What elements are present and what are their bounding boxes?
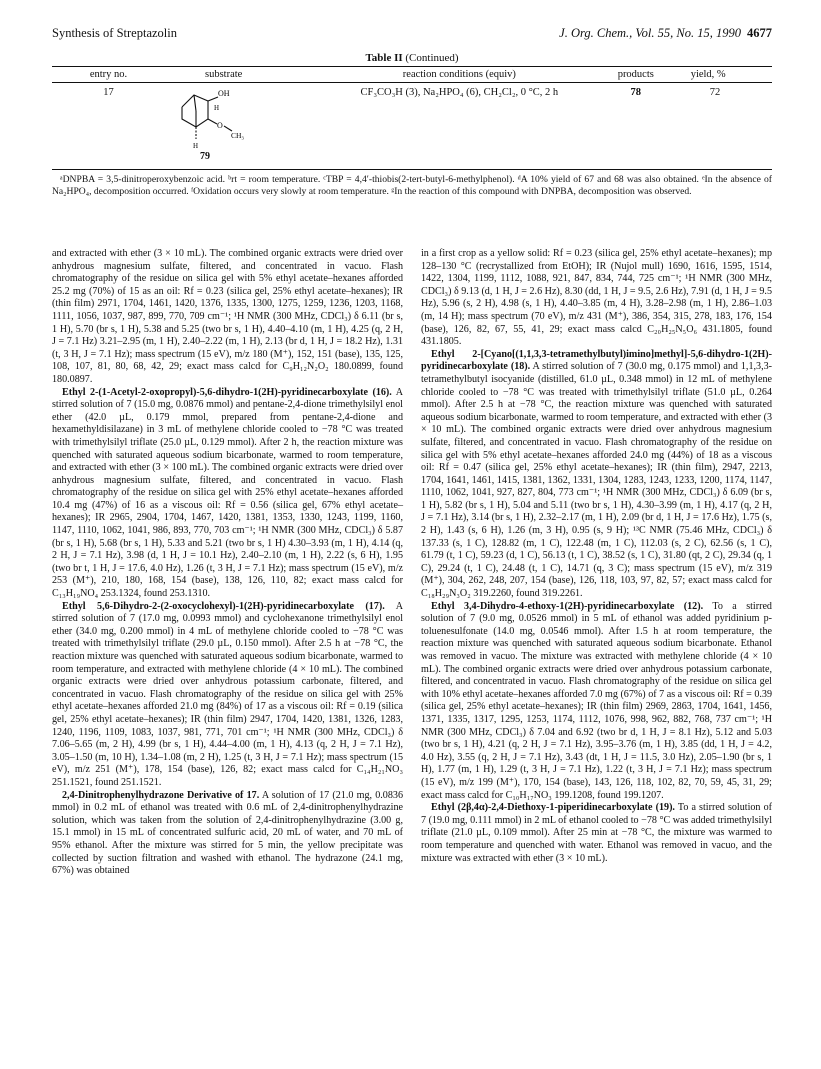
running-header — [52, 26, 772, 44]
paragraph-body: A solution of 17 (21.0 mg, 0.0836 mmol) in 0.2 mL of ethanol was treated with 0.6 mL of 2,4-dinitrophenylhydrazine solution, which was taken from the solution of 2,4-dinitrophenylhydrazine (3.00 g, 15.1 mmol) in 15 mL of concentrated sulfuric acid, 20 mL of water, and 70 mL of 95% ethanol. After the mixture was stirred for 5 min, the yellow precipitate was collected by suction filtration and washed with ethanol. The hydrazone (24.1 mg, 67%) was obtained — [52, 789, 403, 877]
journal-citation: J. Org. Chem., Vol. 55, No. 15, 1990 — [559, 26, 741, 40]
label-o: O — [217, 121, 223, 130]
right-column — [421, 248, 772, 878]
col-entry: entry no. — [52, 67, 165, 83]
paragraph — [52, 790, 403, 878]
compound-heading: Ethyl (2β,4α)-2,4-Diethoxy-1-piperidinecarboxylate (19). — [431, 802, 675, 814]
substrate-structure — [168, 87, 332, 165]
compound-heading: Ethyl 2-(1-Acetyl-2-oxopropyl)-5,6-dihydro-1(2H)-pyridinecarboxylate (16). — [62, 386, 392, 398]
paragraph-body: To a stirred solution of 7 (9.0 mg, 0.0526 mmol) in 5 mL of ethanol was added pyridinium p-toluenesulfonate (14.0 mg, 0.0546 mmol). After 1.5 h at room temperature, the reaction mixture was quenched with saturated aqueous sodium bicarbonate. Ethanol was removed in vacuo. The mixture was extracted with methylene chloride (4 × 10 mL). The combined organic extracts were dried over anhydrous potassium carbonate, filtered, and concentrated in vacuo. Flash chromatography of the residue on silica gel with 10% ethyl acetate–hexanes afforded 7.0 mg (67%) of 7 as a viscous oil: Rf = 0.39 (silica gel, 25% ethyl acetate–hexanes); IR (thin film) 2969, 2863, 1704, 1641, 1456, 1371, 1335, 1317, 1295, 1253, 1174, 1112, 1076, 998, 962, 882, 768, 737 cm⁻¹; ¹H NMR (300 MHz, CDCl₃) δ 7.04 and 6.92 (two br d, 1 H, J = 8.1 Hz), 5.12 and 5.03 (two br s, 1 H), 4.21 (q, 2 H, J = 7.1 Hz), 3.95–3.76 (m, 1 H), 3.85 (dd, 1 H, J = 4.2, 4.0 Hz), 3.55 (q, 2 H, J = 7.1 Hz), 3.43 (dt, 1 H, J = 11.5, 3.0 Hz), 2.05–1.90 (br s, 1 H), 1.77 (m, 1 H), 1.29 (t, 3 H, J = 7.1 Hz), 1.22 (t, 3 H, J = 7.1 Hz); mass spectrum (15 eV), m/z 199 (M⁺), 170, 154 (base), 143, 126, 118, 102, 82, 70, 59, 45, 31, 29; exact mass calcd for C₁₀H₁₇NO₃ 199.1208, found 199.1207. — [421, 600, 772, 801]
col-substrate: substrate — [165, 67, 335, 83]
page — [52, 26, 772, 197]
table-header-row — [52, 67, 772, 83]
paragraph-body: A stirred solution of 7 (17.0 mg, 0.0993 mmol) and cyclohexanone trimethylsilyl enol ether (34.0 mg, 0.200 mmol) in 4 mL of methylene chloride cooled to −78 °C was treated with trimethylsilyl triflate (29.0 µL, 0.150 mmol). After 2.5 h at −78 °C, the reaction mixture was quenched with saturated aqueous sodium bicarbonate, warmed to room temperature, and extracted with methylene chloride (4 × 10 mL). The combined organic extracts were dried over anhydrous potassium carbonate, filtered, and concentrated in vacuo. Flash chromatography of the residue on silica gel with 25% ethyl acetate–hexanes afforded 21.0 mg (84%) of 17 as a viscous oil: Rf = 0.19 (silica gel, 25% ethyl acetate–hexanes); IR (thin film) 2947, 1704, 1420, 1381, 1326, 1283, 1240, 1196, 1109, 1083, 1037, 981, 771, 701 cm⁻¹; ¹H NMR (300 MHz, CDCl₃) δ 7.06–5.65 (m, 2 H), 4.99 (br s, 1 H), 4.44–4.00 (m, 1 H), 4.13 (q, 2 H, J = 7.1 Hz), 3.05–1.50 (m, 10 H), 1.34–1.08 (m, 2 H), 1.25 (t, 3 H, J = 7.1 Hz); mass spectrum (15 eV), m/z 251 (M⁺), 178, 154 (base), 126, 82; exact mass calcd for C₁₄H₂₁NO₃ 251.1521, found 251.1521. — [52, 600, 403, 788]
running-title: Synthesis of Streptazolin — [52, 26, 177, 40]
entry-number: 17 — [103, 87, 114, 98]
table-title — [52, 52, 772, 64]
left-column — [52, 248, 403, 878]
paragraph — [421, 802, 772, 865]
paragraph-body: A stirred solution of 7 (15.0 mg, 0.0876 mmol) and pentane-2,4-dione trimethylsilyl enol ether (42.0 µL, 0.179 mmol, prepared from pentane-2,4-dione and hexamethyldisilazane) in 3 mL of methylene chloride cooled to −78 °C was treated with trimethylsilyl triflate (25.0 µL, 0.129 mmol). After 2 h, the reaction mixture was quenched with saturated aqueous sodium bicarbonate, warmed to room temperature, and extracted with ether (3 × 100 mL). The combined organic extracts were dried over anhydrous magnesium sulfate, filtered, and concentrated in vacuo. Flash chromatography of the residue on silica gel with 25% ethyl acetate–hexanes afforded 10.4 mg (47%) of 16 as a viscous oil: Rf = 0.56 (silica gel, 67% ethyl acetate–hexanes); IR 2965, 2904, 1704, 1467, 1420, 1381, 1353, 1330, 1243, 1199, 1160, 1147, 1110, 1062, 1041, 986, 893, 770, 703 cm⁻¹; ¹H NMR (300 MHz, CDCl₃) δ 5.87 (br s, 1 H), 5.68 (br s, 1 H), 5.33 and 5.21 (two br s, 1 H) 4.30–3.93 (m, 1 H), 4.14 (q, 2 H, J = 7.1 Hz), 3.98 (d, 1 H, J = 10.1 Hz), 2.40–2.10 (m, 1 H), 2.22 (s, 6 H), 1.95 (two br t, 1 H, J = 17.6, 4.0 Hz), 1.26 (t, 3 H, J = 7.1 Hz); mass spectrum (15 eV), m/z 253 (M⁺), 210, 180, 168, 154 (base), 138, 126, 110, 82; exact mass calcd for C₁₃H₁₉NO₄ 253.1324, found 253.1310. — [52, 386, 403, 600]
paragraph — [52, 387, 403, 601]
paragraph — [421, 349, 772, 601]
label-h-bottom: H — [193, 142, 199, 150]
table-title-suffix: (Continued) — [405, 52, 459, 64]
label-oh: OH — [218, 89, 230, 98]
paragraph — [52, 601, 403, 790]
compound-heading: 2,4-Dinitrophenylhydrazone Derivative of 17. — [62, 789, 260, 801]
paragraph: and extracted with ether (3 × 10 mL). The combined organic extracts were dried over anhydrous magnesium sulfate, filtered, and concentrated in vacuo. Flash chromatography of the residue on silica gel with 5% ethyl acetate–hexanes afforded 25.2 mg (70%) of 15 as an oil: Rf = 0.23 (silica gel, 25% ethyl acetate–hexanes); IR (thin film) 2971, 1704, 1461, 1420, 1376, 1335, 1300, 1275, 1259, 1236, 1203, 1168, 1111, 1056, 1037, 987, 899, 770, 709 cm⁻¹; ¹H NMR (300 MHz, CDCl₃) δ 6.11 (br s, 1 H), 5.70 (br s, 1 H), 5.38 and 5.25 (two br s, 1 H), 4.40–4.10 (m, 1 H), 4.25 (q, 2 H, J = 7.1 Hz) 3.21–2.95 (m, 1 H), 2.40–2.22 (m, 1 H), 2.13 (br d, 1 H, J = 18.2 Hz), 1.31 (t, 3 H, J = 7.1 Hz); mass spectrum (15 eV), m/z 180 (M⁺), 152, 151 (base), 135, 125, 108, 107, 81, 80, 68, 42, 29; exact mass calcd for C₉H₁₂N₂O₂ 180.0899, found 180.0897. — [52, 248, 403, 385]
product-number: 78 — [630, 87, 642, 98]
compound-heading: Ethyl 3,4-Dihydro-4-ethoxy-1(2H)-pyridinecarboxylate (12). — [431, 600, 704, 612]
col-yield: yield, % — [688, 67, 772, 83]
label-h-top: H — [214, 104, 220, 112]
compound-heading: Ethyl 5,6-Dihydro-2-(2-oxocyclohexyl)-1(2H)-pyridinecarboxylate (17). — [62, 600, 385, 612]
results-table — [52, 66, 772, 165]
table-title-label: Table II — [365, 52, 403, 64]
substrate-cell — [165, 83, 335, 166]
page-number: 4677 — [747, 26, 772, 40]
bond-to-oh — [208, 97, 218, 101]
table-footnotes: ᵃDNPBA = 3,5-dinitroperoxybenzoic acid. ᵇrt = room temperature. ᶜTBP = 4,4′-thiobis(2-tert-butyl-6-methylphenol). ᵈA 10% yield of 67 and 68 was also obtained. ᵉIn the absence of Na₂HPO₄, decomposition occurred. ᶠOxidation occurs very slowly at room temperature. ᵍIn the reaction of this compound with DNPBA, decomposition was observed. — [52, 174, 772, 197]
paragraph-body: A stirred solution of 7 (30.0 mg, 0.175 mmol) and 1,1,3,3-tetramethylbutyl isocyanide (distilled, 61.0 µL, 0.348 mmol) in 12 mL of methylene chloride cooled to −78 °C was treated with trimethylsilyl triflate (51.0 µL, 0.264 mmol). After 2.5 h at −78 °C, the reaction mixture was quenched with saturated aqueous sodium bicarbonate, warmed to room temperature, and extracted with ether (3 × 10 mL). The combined organic extracts were dried over anhydrous magnesium sulfate, filtered, and concentrated in vacuo. Flash chromatography of the residue on silica gel with 5% ethyl acetate–hexanes afforded 24.0 mg (44%) of 18 as a viscous oil: Rf = 0.47 (silica gel, 25% ethyl acetate–hexanes); IR (thin film), 2947, 2213, 1704, 1641, 1461, 1415, 1381, 1362, 1331, 1304, 1283, 1243, 1233, 1200, 1174, 1147, 1110, 1062, 1041, 927, 827, 804, 773 cm⁻¹; ¹H NMR (300 MHz, CDCl₃) δ 6.09 (br s, 1 H), 5.82 (br s, 1 H), 5.04 and 5.11 (two br s, 1 H), 4.30–3.99 (m, 1 H), 4.17 (q, 2 H, J = 7.1 Hz), 3.14 (br s, 1 H), 2.32–2.17 (m, 1 H), 2.09 (br d, 1 H, J = 17.6 Hz), 1.75 (s, 2 H), 1.43 (s, 6 H), 1.26 (m, 3 H), 0.95 (s, 9 H); ¹³C NMR (75.46 MHz, CDCl₃) δ 137.33 (s, 1 C), 128.82 (m, 1 C), 122.48 (m, 1 C), 112.03 (s, 2 C), 62.56 (s, 1 C), 61.79 (t, 1 C), 59.23 (d, 1 C), 56.13 (t, 1 C), 38.52 (s, 1 C), 31.80 (qt, 2 C), 29.34 (q, 1 C), 29.24 (t, 1 C), 24.48 (t, 1 C), 14.71 (q, 3 C); mass spectrum (15 eV), m/z 319 (M⁺), 304, 262, 248, 207, 154 (base), 126, 118, 103, 97, 82, 57; exact mass calcd for C₁₈H₂₉N₃O₂ 319.2260, found 319.2261. — [421, 361, 772, 600]
paragraph: in a first crop as a yellow solid: Rf = 0.23 (silica gel, 25% ethyl acetate–hexanes); mp 128–130 °C (recrystallized from EtOH); IR (Nujol mull) 1690, 1616, 1595, 1514, 1422, 1304, 1199, 1112, 1088, 921, 847, 834, 744, 725 cm⁻¹; ¹H NMR (300 MHz, CDCl₃) δ 9.13 (d, 1 H, J = 2.6 Hz), 8.30 (dd, 1 H, J = 9.5, 2.6 Hz), 7.91 (d, 1 H, J = 9.5 Hz), 5.96 (s, 2 H), 4.98 (s, 1 H), 4.40–3.85 (m, 4 H), 3.28–2.98 (m, 1 H), 2.86–1.03 (m, 14 H); mass spectrum (70 eV), m/z 431 (M⁺), 386, 354, 315, 278, 183, 176, 154 (base), 126, 82, 67, 55, 41, 29; exact mass calcd C₂₀H₂₅N₅O₆ 431.1805, found 431.1805. — [421, 248, 772, 348]
col-conditions: reaction conditions (equiv) — [335, 67, 584, 83]
compound-number: 79 — [200, 151, 210, 162]
yield-value: 72 — [709, 87, 721, 98]
table-row — [52, 83, 772, 166]
compound-heading: Ethyl 2-[Cyano[(1,1,3,3-tetramethylbutyl)imino]methyl]-5,6-dihydro-1(2H)-pyridinecarboxylate (18). — [421, 348, 772, 373]
conditions-cell: CF₃CO₃H (3), Na₂HPO₄ (6), CH₂Cl₂, 0 °C, 2 h — [360, 87, 559, 98]
bond-to-o — [208, 119, 217, 124]
label-ch3: CH₃ — [231, 131, 245, 140]
col-products: products — [584, 67, 688, 83]
paragraph — [421, 601, 772, 803]
bicyclic-structure-drawing — [168, 87, 278, 155]
paragraph-body: To a stirred solution of 7 (19.0 mg, 0.111 mmol) in 2 mL of ethanol cooled to −78 °C was added trimethylsilyl triflate (21.0 µL, 0.109 mmol). After 25 min at −78 °C, the mixture was warmed to room temperature and quenched with water. Ethanol was removed in vacuo, and the mixture was extracted with ether (3 × 10 mL). — [421, 802, 772, 864]
body-columns — [52, 248, 772, 878]
table-bottom-rule — [52, 169, 772, 170]
bridge-bond — [194, 95, 196, 111]
